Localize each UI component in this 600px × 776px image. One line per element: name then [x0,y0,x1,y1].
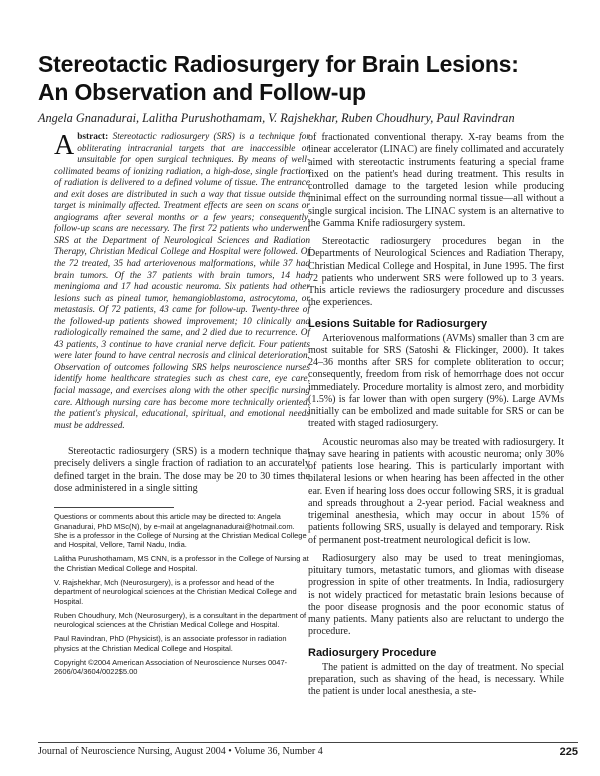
title-line-1: Stereotactic Radiosurgery for Brain Lesions: [38,51,519,77]
author-list: Angela Gnanadurai, Lalitha Purushothamam, V. Rajshekhar, Ruben Choudhury, Paul Ravindran [38,111,515,125]
page-number: 225 [559,746,578,758]
abstract-text: Stereotactic radiosurgery (SRS) is a technique for obliterating intracranial targets that are inaccessible or unsuitable for open surgical techniques. By means of well-collimated beams of ionizing radiation, a high-dose, single fraction of radiation is delivered to a defined volume of tissue. The entrance and exit doses are distributed in such a way that tissue outside the target is minimally affected. Treatment effects are seen on scans or angiograms after several months or a few years; consequently, follow-up scans are necessary. The first 72 patients who underwent SRS at the Department of Neurological Sciences and Radiation Therapy, Christian Medical College and Hospital were followed. Of the 72 treated, 35 had arteriovenous malformations, while 37 had brain tumors. Of the 37 patients with brain tumors, 14 had meningioma and 17 had acoustic neuroma. Six patients had other lesions such as pineal tumor, hemangioblastoma, astrocytoma, or metastasis. Of 72 patients, 43 came for follow-up. Twenty-three of the followed-up patients showed improvement; 10 clinically and radiologically remained the same, and 2 died due to recurrence. Of 43 patients, 3 continue to have cranial nerve deficit. Four patients were later found to have central necrosis and clinical deterioration. Observation of outcomes following SRS helps neuroscience nurses identify home healthcare strategies such as chest care, eye care, facial massage, and exercises along with the other specific nursing care. Although nursing care has become more technically oriented, the patient's physical, educational, spiritual, and emotional needs must be addressed. [54,132,310,431]
body-paragraph-4: Acoustic neuromas also may be treated with radiosurgery. It may save hearing in patients with acoustic neuroma; only 30% of patients lose hearing. This is particularly important with bilateral lesions or when hearing has been affected in the other ear. Even if hearing loss does occur following SRS, it is gradual and spreads throughout a 2-year period. Facial weakness and trigeminal anesthesia, which may occur in about 15% of patients following SRS, usually is delayed and temporary. Risk of permanent post-treatment neurological deficit is low. [308,436,564,546]
footnote-divider [54,507,174,508]
footnote-correspondence: Questions or comments about this article may be directed to: Angela Gnanadurai, PhD MSc(N), by e-mail at angelagnanadurai@hotmail.com. She is a professor in the College of Nursing at the Christian Medical College and Hospital, Vellore, Tamil Nadu, India. [54,512,307,550]
section-heading-lesions: Lesions Suitable for Radiosurgery [308,317,488,330]
section-heading-procedure: Radiosurgery Procedure [308,646,437,659]
abstract [54,132,310,432]
page-footer [38,742,578,758]
body-paragraph-1: of fractionated conventional therapy. X-ray beams from the linear accelerator (LINAC) are finely collimated and accurately aimed with stereotactic instruments featuring a special frame fixed on the patient's head during treatment. This results in controlled damage to the targeted lesion while producing minimal effect on the surrounding normal tissue—all without a single surgical incision. The LINAC system is an alternative to the Gamma Knife radiosurgery system. [308,132,564,229]
journal-citation: Journal of Neuroscience Nursing, August 2004 • Volume 36, Number 4 [38,746,323,757]
footnote-author-4: Ruben Choudhury, Mch (Neurosurgery), is a consultant in the department of neurological sciences at the Christian Medical College and Hospital. [54,610,307,630]
abstract-label: bstract: [77,132,109,142]
footnote-author-2: Lalitha Purushothamam, MS CNN, is a professor in the College of Nursing at the Christian Medical College and Hospital. [54,554,309,573]
left-column [54,132,310,682]
title-line-2: An Observation and Follow-up [38,79,366,105]
body-paragraph-6: The patient is admitted on the day of treatment. No special preparation, such as shaving of the head, is necessary. While the patient is under local anesthesia, a ste- [308,661,564,697]
abstract-dropcap: A [54,130,75,161]
intro-paragraph: Stereotactic radiosurgery (SRS) is a modern technique that precisely delivers a single fraction of radiation to an accurately defined target in the brain. The dose may be 20 to 30 times the dose administered in a single sitting [54,446,310,494]
body-paragraph-5: Radiosurgery also may be used to treat meningiomas, pituitary tumors, metastatic tumors, and gliomas with disease progression in spite of other treatments. In India, radiosurgery is not widely practiced for metastatic brain lesions because of the poor disease prognosis and the poor economic status of many patients. Many patients also are reluctant to undergo the procedure. [308,552,564,638]
copyright-notice: Copyright ©2004 American Association of Neuroscience Nurses 0047-2606/04/3604/0022$5.00 [54,658,288,677]
body-paragraph-2: Stereotactic radiosurgery procedures began in the Departments of Neurological Sciences and Radiation Therapy, Christian Medical College and Hospital, in June 1995. The first 72 patients who underwent SRS were followed up to 3 years. This article reviews the radiosurgery procedure and discusses the experiences. [308,236,564,309]
footnote-author-5: Paul Ravindran, PhD (Physicist), is an associate professor in radiation physics at the Christian Medical College and Hospital. [54,634,287,653]
right-column [308,132,564,698]
footnote-author-3: V. Rajshekhar, Mch (Neurosurgery), is a professor and head of the department of neurological sciences at the Christian Medical College and Hospital. [54,578,297,606]
body-paragraph-3: Arteriovenous malformations (AVMs) smaller than 3 cm are most suitable for SRS (Satoshi & Flickinger, 2000). It takes 24–36 months after SRS for complete obliteration to occur; consequently, freedom from risk of hemorrhage does not occur immediately. Procedure mortality is almost zero, and morbidity (1.5%) is far lower than with open surgery (9%). Large AVMs initially can be embolized and made suitable for SRS or can be treated with staged radiosurgery. [308,332,564,430]
article-title [38,50,578,106]
